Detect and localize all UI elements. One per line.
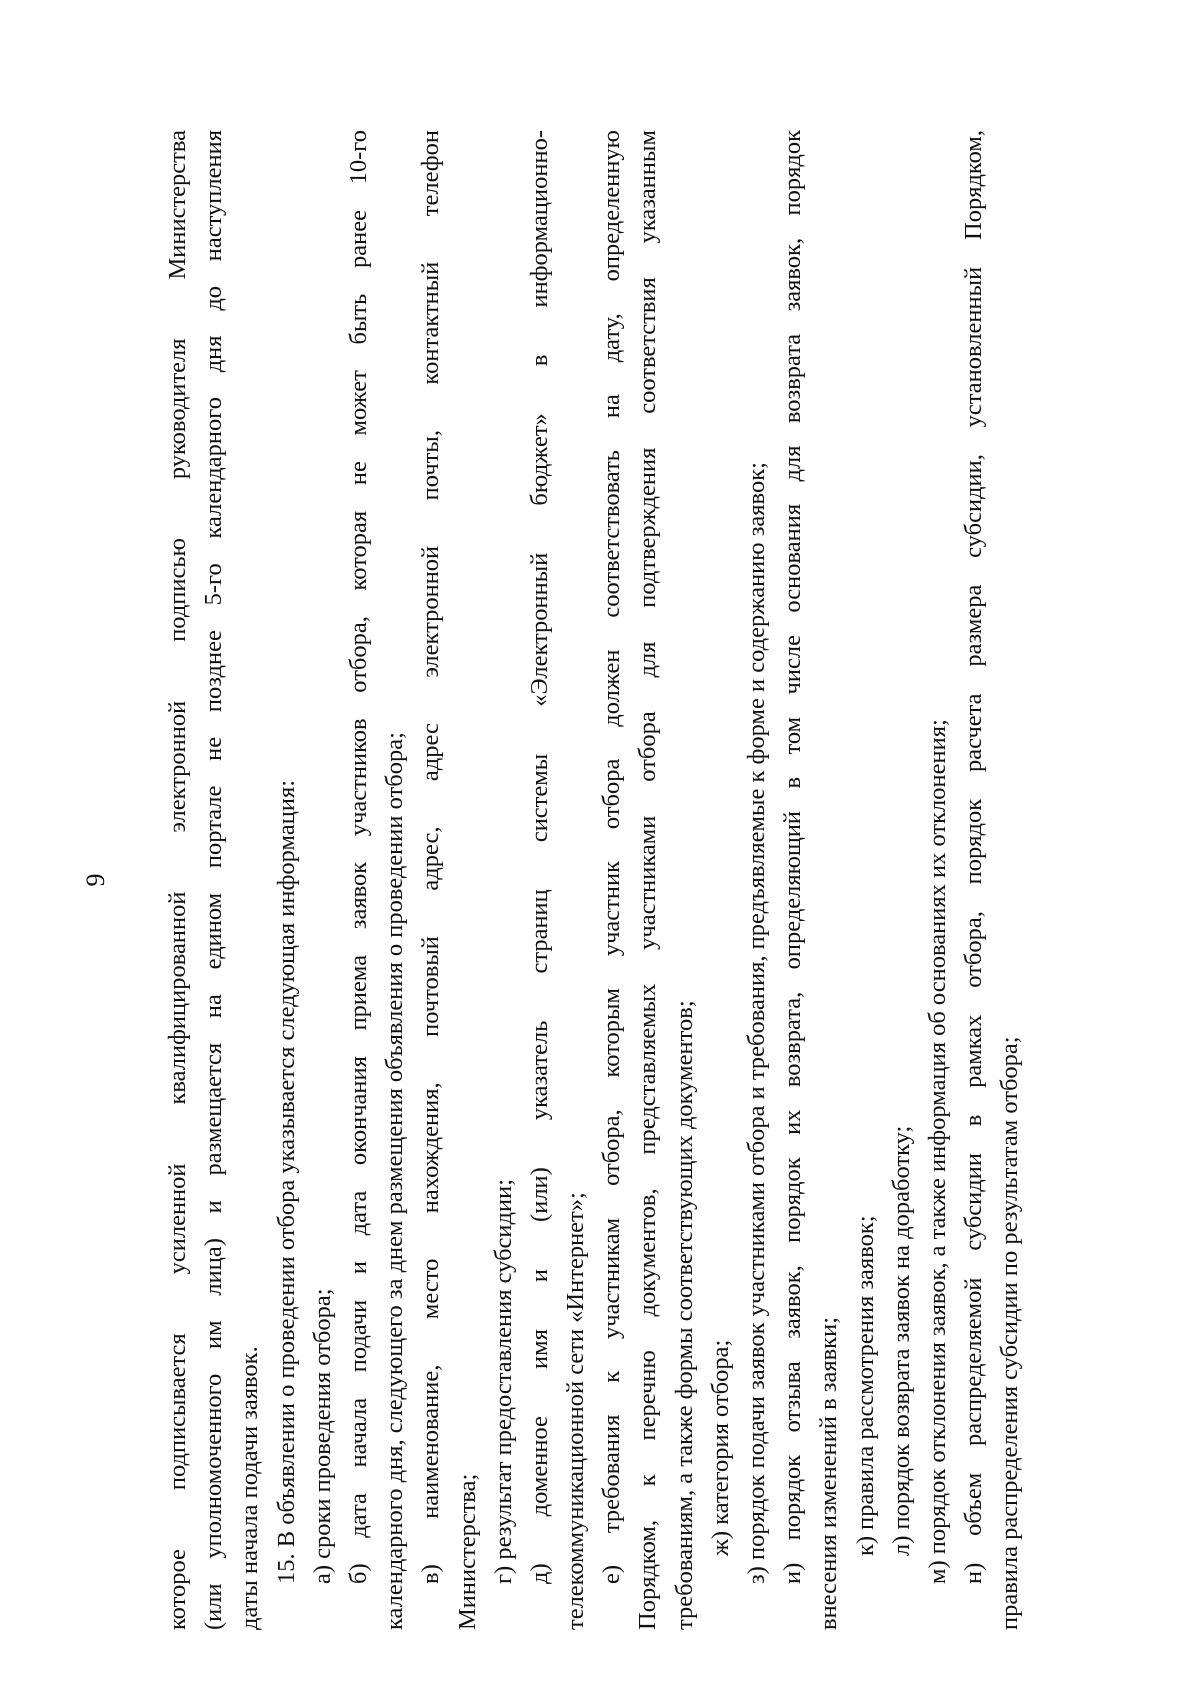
- text-line: б) дата начала подачи и дата окончания приема заявок участников отбора, которая не может быть ранее 10-го: [344, 130, 372, 1584]
- text-line: е) требования к участникам отбора, которым участник отбора должен соответствовать на дату, определенную: [598, 130, 626, 1584]
- text-line: г) результат предоставления субсидии;: [489, 1178, 517, 1584]
- text-line: которое подписывается усиленной квалифицированной электронной подписью руководителя Министерства: [164, 130, 191, 1630]
- text-line: и) порядок отзыва заявок, порядок их возврата, определяющий в том числе основания для возврата заявок, порядок: [779, 130, 807, 1584]
- text-line: 15. В объявлении о проведении отбора указывается следующая информация:: [272, 779, 300, 1584]
- text-line: телекоммуникационной сети «Интернет»;: [562, 1192, 590, 1630]
- text-line: л) порядок возврата заявок на доработку;: [887, 1125, 915, 1556]
- text-line: календарного дня, следующего за днем размещения объявления о проведении отбора;: [381, 732, 409, 1630]
- text-line: д) доменное имя и (или) указатель страниц системы «Электронный бюджет» в информационно-: [525, 130, 553, 1584]
- text-line: Порядком, к перечню документов, представляемых участниками отбора для подтверждения соответствия указанным: [634, 130, 662, 1630]
- text-line: к) правила рассмотрения заявок;: [851, 1215, 879, 1556]
- text-line: (или уполномоченного им лица) и размещается на едином портале не позднее 5-го календарного дня до наступления: [200, 130, 228, 1630]
- text-line: даты начала подачи заявок.: [236, 1346, 264, 1630]
- text-body: [160, 130, 1029, 1630]
- rotated-text-block: [81, 130, 1024, 1630]
- text-line: в) наименование, место нахождения, почтовый адрес, адрес электронной почты, контактный телефон: [417, 130, 445, 1584]
- text-line: требованиям, а также формы соответствующих документов;: [670, 1000, 698, 1630]
- text-line: ж) категория отбора;: [706, 1339, 734, 1556]
- page-number: 9: [81, 873, 110, 887]
- text-line: н) объем распределяемой субсидии в рамках отбора, порядок расчета размера субсидии, установленный Порядком,: [960, 130, 988, 1584]
- text-line: внесения изменений в заявки;: [815, 1317, 843, 1630]
- text-line: правила распределения субсидии по результатам отбора;: [996, 1036, 1024, 1630]
- text-line: а) сроки проведения отбора;: [308, 1288, 336, 1584]
- text-line: з) порядок подачи заявок участниками отбора и требования, предъявляемые к форме и содержанию заявок;: [743, 462, 770, 1584]
- text-line: м) порядок отклонения заявок, а также информация об основаниях их отклонения;: [923, 719, 951, 1584]
- text-line: Министерства;: [453, 1473, 481, 1630]
